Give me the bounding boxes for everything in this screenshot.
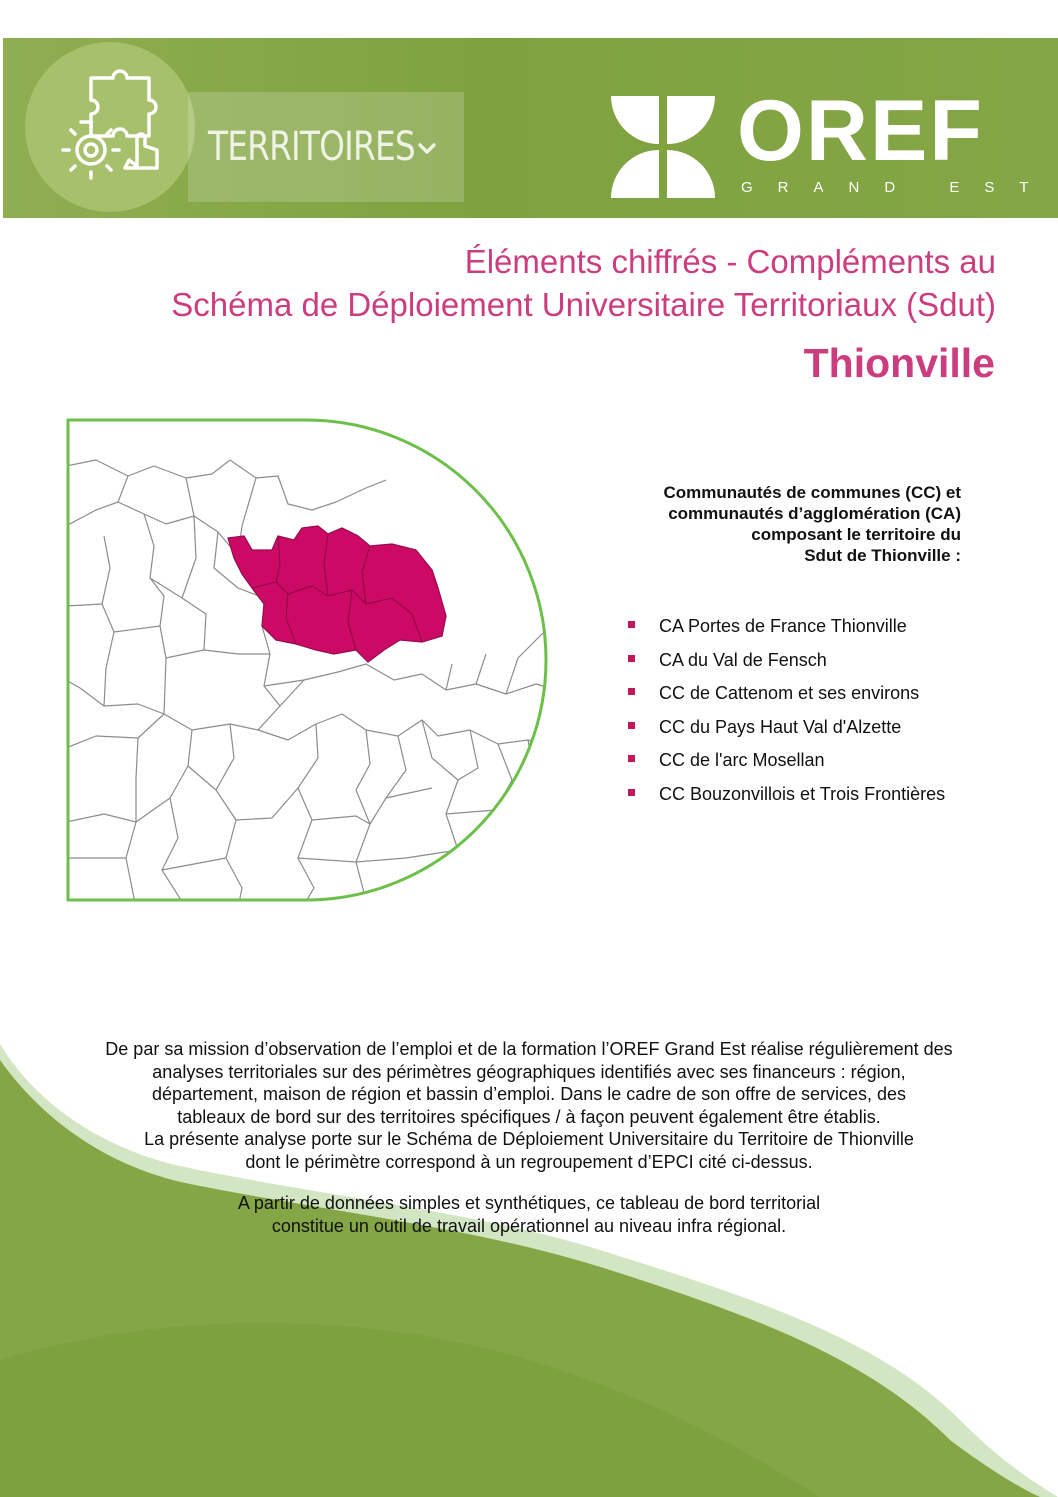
communities-heading-line: communautés d’agglomération (CA): [668, 504, 961, 523]
intro-line: tableaux de bord sur des territoires spécifiques / à façon peuvent également être établis.: [177, 1106, 881, 1127]
chevron-down-icon[interactable]: [417, 142, 437, 156]
list-item-label: CA Portes de France Thionville: [659, 616, 907, 636]
bullet: [628, 755, 635, 762]
bullet: [628, 655, 635, 662]
communities-heading-line: composant le territoire du: [751, 525, 961, 544]
intro-paragraph: [0, 1038, 1058, 1173]
list-item: [628, 614, 945, 648]
header-banner: [3, 38, 1058, 218]
list-item: [628, 715, 945, 749]
intro-line: constitue un outil de travail opérationnel au niveau infra régional.: [271, 1215, 787, 1236]
list-item: [628, 648, 945, 682]
document-title-line-2: Schéma de Déploiement Universitaire Territoriaux (Sdut): [171, 286, 996, 323]
list-item: [628, 681, 945, 715]
territory-name: Thionville: [803, 340, 995, 386]
list-item-label: CC de l'arc Mosellan: [659, 750, 825, 770]
bullet: [628, 688, 635, 695]
list-item-label: CC du Pays Haut Val d'Alzette: [659, 716, 902, 737]
territory-map: [66, 418, 556, 908]
communities-heading-line: Communautés de communes (CC) et: [663, 483, 961, 502]
list-item: [628, 782, 945, 816]
intro-line: analyses territoriales sur des périmètres géographiques identifiés avec ses financeurs : région,: [152, 1061, 906, 1082]
puzzle-gear-icon: [51, 68, 171, 188]
intro-line: département, maison de région et bassin d’emploi. Dans le cadre de son offre de services, des: [151, 1084, 907, 1104]
communities-heading-line: Sdut de Thionville :: [804, 546, 961, 565]
bullet: [628, 621, 635, 628]
list-item-label: CC de Cattenom et ses environs: [659, 683, 920, 703]
list-item: [628, 748, 945, 782]
list-item-label: CC Bouzonvillois et Trois Frontières: [659, 783, 946, 804]
document-title-line-1: Éléments chiffrés - Compléments au: [464, 243, 996, 280]
list-item-label: CA du Val de Fensch: [659, 649, 827, 670]
bullet: [628, 722, 635, 729]
intro-line: dont le périmètre correspond à un regroupement d’EPCI cité ci-dessus.: [245, 1151, 813, 1172]
communities-list: [628, 614, 945, 815]
bullet: [628, 789, 635, 796]
intro-paragraph-2: [0, 1192, 1058, 1237]
intro-line: A partir de données simples et synthétiques, ce tableau de bord territorial: [237, 1193, 821, 1213]
oref-logo-mark-icon: [611, 96, 715, 198]
category-label: TERRITOIRES: [208, 124, 415, 170]
intro-line: De par sa mission d’observation de l’emploi et de la formation l’OREF Grand Est réalise régulièrement des: [105, 1039, 953, 1059]
communities-heading: [541, 482, 961, 566]
intro-line: La présente analyse porte sur le Schéma de Déploiement Universitaire du Territoire de Thionville: [144, 1129, 914, 1149]
logo-subtitle: GRAND EST: [741, 179, 1054, 196]
logo-text: OREF: [737, 83, 984, 179]
